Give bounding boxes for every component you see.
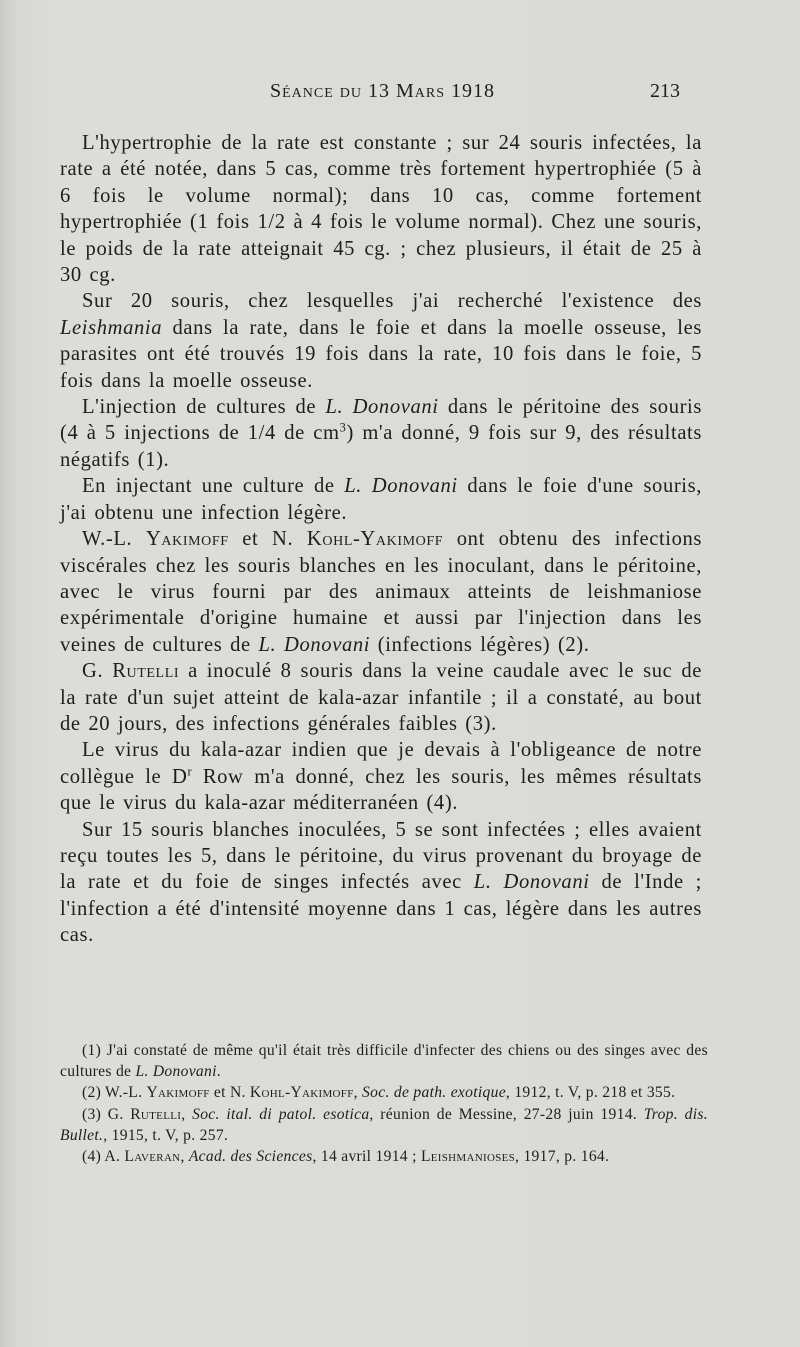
paragraph-8: Sur 15 souris blanches inoculées, 5 se sont infectées ; elles avaient reçu toutes les 5, dans le péritoine, du virus provenant du broyage de la rate et du foie de singes infectés avec L. Donovani de l'Inde ; l'infection a été d'intensité moyenne dans 1 cas, légère dans les autres cas. bbox=[60, 818, 702, 947]
book-title: Leishmanioses bbox=[420, 1148, 516, 1166]
journal-title: Soc. ital. di patol. esotica bbox=[192, 1105, 370, 1123]
journal-title: Trop. dis. Bullet. bbox=[60, 1105, 708, 1144]
taxon-name: L. Donovani bbox=[473, 871, 590, 894]
author-name: Rutelli bbox=[130, 1105, 182, 1123]
taxon-name: L. Donovani bbox=[344, 475, 458, 498]
paragraph-4: En injectant une culture de L. Donovani dans le foie d'une souris, j'ai obtenu une infection légère. bbox=[60, 475, 702, 524]
paragraph-1: L'hypertrophie de la rate est constante ; sur 24 souris infectées, la rate a été notée, dans 5 cas, comme très fortement hypertrophiée (5 à 6 fois le volume normal); dans 10 cas, comme fortement hypertrophiée (1 fois 1/2 à 4 fois le volume normal). Chez une souris, le poids de la rate atteignait 45 cg. ; chez plusieurs, il était de 25 à 30 cg. bbox=[60, 132, 702, 287]
superscript: 3 bbox=[339, 421, 347, 436]
footnote-1: (1) J'ai constaté de même qu'il était très difficile d'infecter des chiens ou des singes avec des cultures de L. Donovani. bbox=[60, 1042, 708, 1081]
superscript: r bbox=[187, 764, 193, 779]
footnote-3: (3) G. Rutelli, Soc. ital. di patol. esotica, réunion de Messine, 27-28 juin 1914. Trop. dis. Bullet., 1915, t. V, p. 257. bbox=[60, 1105, 708, 1144]
author-name: Kohl-Yakimoff bbox=[249, 1084, 354, 1102]
page-header bbox=[0, 80, 800, 110]
running-head: Séance du 13 Mars 1918 bbox=[270, 80, 496, 102]
footnote-2: (2) W.-L. Yakimoff et N. Kohl-Yakimoff, Soc. de path. exotique, 1912, t. V, p. 218 et 355. bbox=[82, 1084, 676, 1102]
paragraph-3: L'injection de cultures de L. Donovani dans le péritoine des souris (4 à 5 injections de 1/4 de $cm^3$) m'a donné, 9 fois sur 9, des résultats négatifs (1). bbox=[60, 396, 702, 471]
paragraph-5: W.-L. Yakimoff et N. Kohl-Yakimoff ont obtenu des infections viscérales chez les souris blanches en les inoculant, dans le péritoine, avec le virus fourni par des animaux atteints de leishmaniose expérimentale d'origine humaine et aussi par l'injection dans les veines de cultures de L. Donovani (infections légères) (2). bbox=[60, 528, 703, 656]
author-name: Yakimoff bbox=[145, 528, 229, 551]
paragraph-7: Le virus du kala-azar indien que je devais à l'obligeance de notre collègue le $D^r$ Row m'a donné, chez les souris, les mêmes résultats que le virus du kala-azar méditerranéen (4). bbox=[60, 739, 702, 815]
taxon-name: L. Donovani bbox=[325, 396, 439, 419]
taxon-name: Leishmania bbox=[60, 316, 163, 339]
taxon-name: L. Donovani bbox=[258, 633, 371, 656]
author-name: Rutelli bbox=[112, 660, 180, 683]
main-text bbox=[60, 130, 702, 949]
taxon-name: L. Donovani bbox=[135, 1063, 217, 1081]
journal-title: Soc. de path. exotique bbox=[362, 1084, 506, 1102]
author-name: Kohl-Yakimoff bbox=[306, 528, 444, 551]
author-name: Yakimoff bbox=[146, 1084, 210, 1102]
paragraph-6: G. Rutelli a inoculé 8 souris dans la veine caudale avec le suc de la rate d'un sujet atteint de kala-azar infantile ; il a constaté, au bout de 20 jours, des infections générales faibles (3). bbox=[60, 660, 702, 735]
author-name: Laveran bbox=[124, 1148, 181, 1166]
journal-title: Acad. des Sciences bbox=[188, 1148, 313, 1166]
footnotes bbox=[60, 1040, 708, 1167]
footnote-4: (4) A. Laveran, Acad. des Sciences, 14 avril 1914 ; Leishmanioses, 1917, p. 164. bbox=[82, 1148, 610, 1166]
paragraph-2: Sur 20 souris, chez lesquelles j'ai recherché l'existence des Leishmania dans la rate, dans le foie et dans la moelle osseuse, les parasites ont été trouvés 19 fois dans la rate, 10 fois dans le foie, 5 fois dans la moelle osseuse. bbox=[60, 290, 702, 392]
page-number: 213 bbox=[650, 80, 680, 102]
